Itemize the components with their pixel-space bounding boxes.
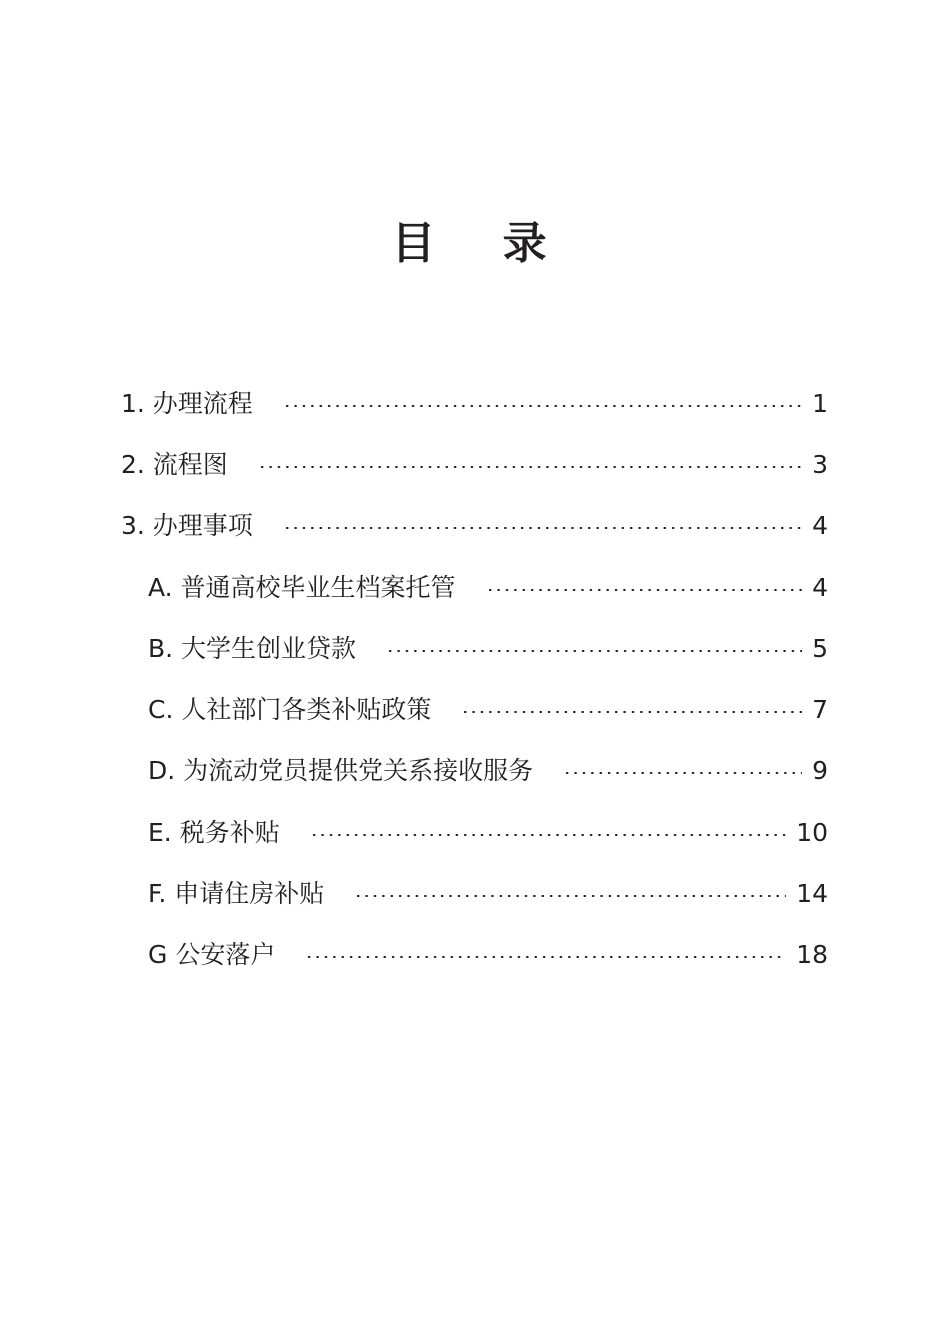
dot-leader: [283, 405, 802, 407]
toc-entry-label: 3. 办理事项: [121, 511, 253, 541]
dot-leader: [258, 466, 802, 468]
toc-entry-page-number: 10: [796, 817, 828, 847]
toc-entry-page-number: 7: [812, 695, 828, 725]
page-title: 目 录: [391, 218, 573, 269]
toc-entry: [0, 557, 944, 618]
toc-entry-page-number: 14: [796, 879, 828, 909]
dot-leader: [310, 834, 786, 836]
toc-entry: [0, 496, 944, 557]
toc-entry: [0, 373, 944, 434]
toc-entry-label: 1. 办理流程: [121, 388, 253, 418]
toc-entry-label: G 公安落户: [148, 940, 276, 970]
toc-entry-label: D. 为流动党员提供党关系接收服务: [148, 756, 534, 786]
toc-entry-label: A. 普通高校毕业生档案托管: [148, 572, 456, 602]
toc-entry-label: E. 税务补贴: [148, 817, 280, 847]
toc-entry-page-number: 18: [796, 940, 828, 970]
toc-entry: [0, 434, 944, 495]
toc-entry: [0, 863, 944, 924]
toc-entry-page-number: 3: [812, 449, 828, 479]
dot-leader: [283, 527, 802, 529]
toc-entry: [0, 802, 944, 863]
toc-entry-label: B. 大学生创业贷款: [148, 633, 357, 663]
toc-entry-page-number: 9: [812, 756, 828, 786]
table-of-contents: [0, 373, 944, 986]
dot-leader: [461, 711, 802, 713]
toc-entry-page-number: 1: [812, 388, 828, 418]
dot-leader: [486, 589, 803, 591]
toc-entry: [0, 925, 944, 986]
toc-entry-page-number: 4: [812, 511, 828, 541]
toc-entry-label: 2. 流程图: [121, 449, 228, 479]
dot-leader: [305, 956, 786, 958]
toc-entry-page-number: 4: [812, 572, 828, 602]
toc-entry-label: F. 申请住房补贴: [148, 879, 325, 909]
toc-entry: [0, 618, 944, 679]
toc-entry: [0, 741, 944, 802]
toc-entry: [0, 679, 944, 740]
dot-leader: [563, 772, 802, 774]
dot-leader: [354, 895, 786, 897]
toc-entry-page-number: 5: [812, 633, 828, 663]
dot-leader: [386, 650, 802, 652]
toc-entry-label: C. 人社部门各类补贴政策: [148, 695, 432, 725]
